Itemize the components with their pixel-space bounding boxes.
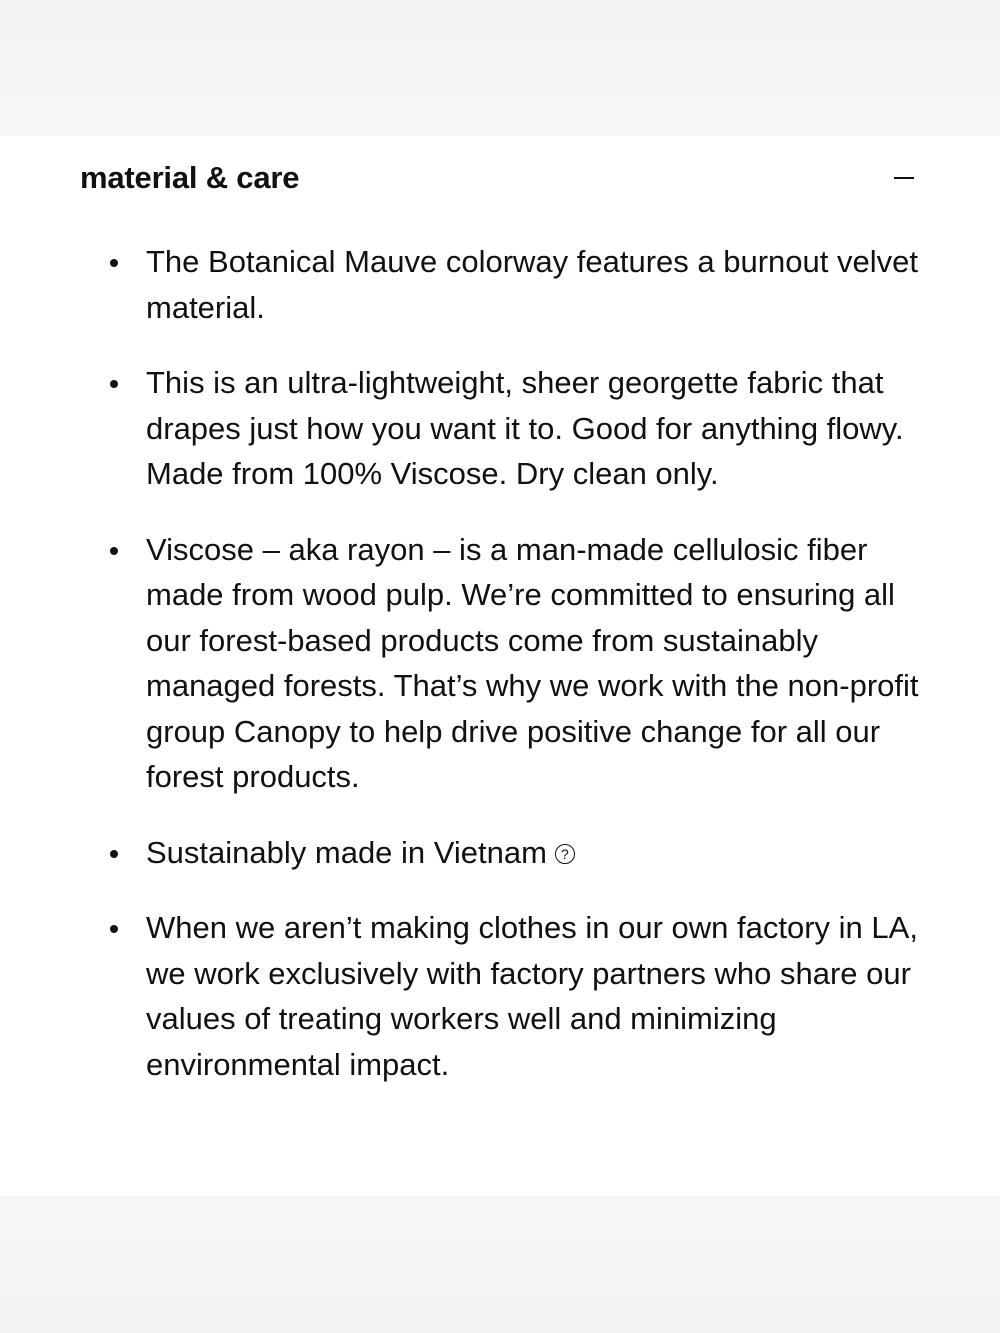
material-care-list [106,239,926,1117]
material-care-panel [0,136,1000,1196]
question-circle-icon[interactable]: ? [555,844,575,864]
list-item-text: This is an ultra-lightweight, sheer georgette fabric that drapes just how you want it to. Good for anything flowy. Made from 100% Viscose. Dry clean only. [146,365,904,491]
minus-icon[interactable] [892,163,916,193]
list-item [106,905,926,1087]
list-item [106,360,926,497]
list-item-text: Sustainably made in Vietnam [146,834,547,870]
list-item [106,527,926,800]
list-item-text: Viscose – aka rayon – is a man-made cellulosic fiber made from wood pulp. We’re committed to ensuring all our forest-based products come from sustainably managed forests. That’s why we work with the non-profit group Canopy to help drive positive change for all our forest products. [146,531,919,794]
list-item-text: The Botanical Mauve colorway features a burnout velvet material. [146,244,918,325]
accordion-title: material & care [80,160,300,195]
bottom-backdrop [0,1195,1000,1333]
list-item-text: When we aren’t making clothes in our own factory in LA, we work exclusively with factory partners who share our values of treating workers well and minimizing environmental impact. [146,910,918,1082]
list-item [106,239,926,330]
accordion-header-material-care[interactable] [80,148,920,208]
list-item [106,830,926,876]
top-backdrop [0,0,1000,140]
